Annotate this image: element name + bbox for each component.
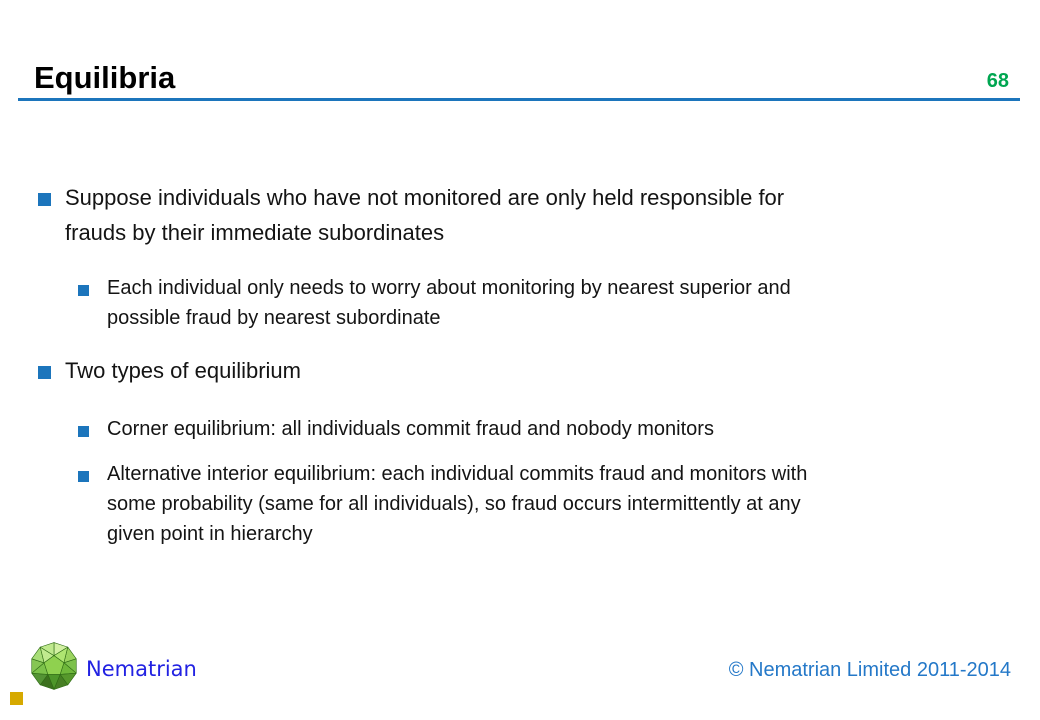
bullet-text [107,273,791,333]
bullet-square-icon [38,366,51,379]
bullet-text-line: Suppose individuals who have not monitored are only held responsible for [65,185,785,210]
bullet-item [38,353,301,388]
bullet-text [65,180,784,250]
bullet-square-icon [38,193,51,206]
bullet-text [107,459,807,549]
title-underline-divider [18,98,1020,101]
bullet-text [65,353,301,388]
bullet-square-icon [78,471,89,482]
bullet-item [78,414,714,444]
page-number: 68 [986,70,1009,92]
brand-name: Nematrian [86,657,197,681]
bullet-text-line: some probability (same for all individuals), so fraud occurs intermittently at any [107,493,801,515]
copyright-text: © Nematrian Limited 2011-2014 [728,659,1011,681]
bullet-text-line: Corner equilibrium: all individuals commit fraud and nobody monitors [107,418,714,440]
bullet-text-line: possible fraud by nearest subordinate [107,307,441,329]
gold-square-marker-icon [10,692,23,705]
bullet-square-icon [78,285,89,296]
bullet-item [78,459,807,549]
bullet-text [107,414,714,444]
bullet-text-line: Two types of equilibrium [65,358,301,383]
bullet-item [78,273,791,333]
bullet-text-line: frauds by their immediate subordinates [65,220,445,245]
page-title: Equilibria [34,60,176,95]
nematrian-logo-icon [28,637,80,695]
bullet-text-line: given point in hierarchy [107,523,313,545]
bullet-square-icon [78,426,89,437]
bullet-item [38,180,784,250]
bullet-text-line: Alternative interior equilibrium: each individual commits fraud and monitors with [107,463,808,485]
bullet-text-line: Each individual only needs to worry about monitoring by nearest superior and [107,277,791,299]
